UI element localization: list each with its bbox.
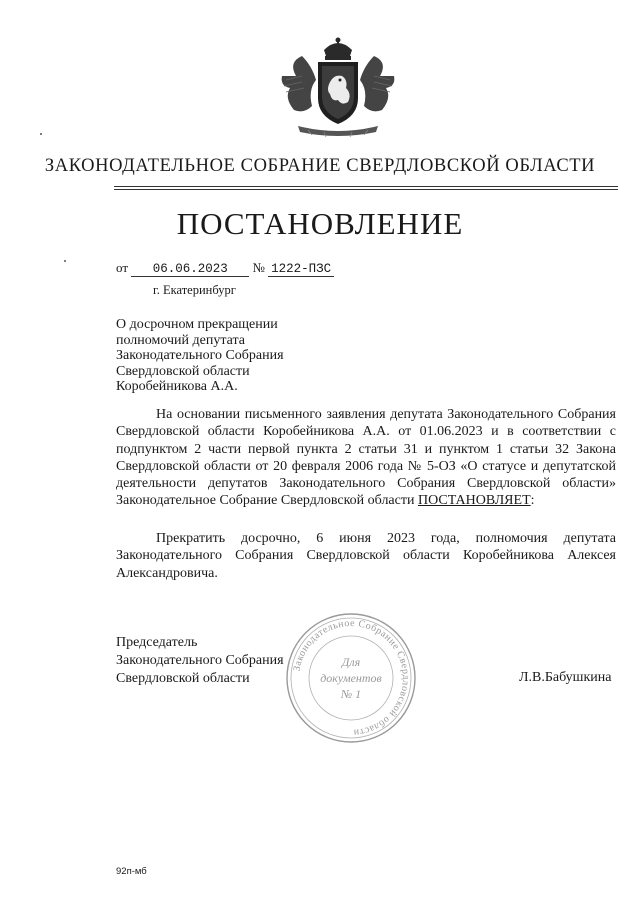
scan-speck: [40, 133, 42, 135]
decree-word: ПОСТАНОВЛЯЕТ: [417, 493, 531, 509]
body-paragraph-basis: [116, 406, 616, 510]
signatory-name: Л.В.Бабушкина: [519, 670, 612, 685]
decree-colon: :: [530, 493, 535, 509]
title-divider: [114, 189, 618, 190]
document-date: 06.06.2023: [131, 262, 249, 277]
subject-line: О досрочном прекращении: [116, 317, 278, 332]
organization-title: ЗАКОНОДАТЕЛЬНОЕ СОБРАНИЕ СВЕРДЛОВСКОЙ ОБЛАСТИ: [44, 156, 596, 176]
signatory-position-line: Законодательного Собрания: [116, 653, 284, 668]
document-type-heading: ПОСТАНОВЛЕНИЕ: [176, 206, 464, 241]
subject-line: Коробейникова А.А.: [116, 379, 238, 395]
stamp-center-line: № 1: [340, 687, 362, 701]
stamp-center-line: Для: [341, 655, 361, 669]
document-number: 1222-ПЗС: [268, 262, 334, 277]
stamp-ring-text: Законодательное Собрание Свердловской области: [291, 617, 412, 739]
resolution-text: Прекратить досрочно, 6 июня 2023 года, полномочия депутата Законодательного Собрания Свердловской области Коробейникова Алексея Александровича.: [116, 531, 616, 581]
date-prefix: от: [116, 260, 129, 275]
basis-text: На основании письменного заявления депутата Законодательного Собрания Свердловской области Коробейникова А.А. от 01.06.2023 и в соответствии с подпунктом 2 части первой пункта 2 статьи 31 и пунктом 1 статьи 32 Закона Свердловской области от 20 февраля 2006 года № 5-ОЗ «О статусе и депутатской деятельности депутатов Законодательного Собрания Свердловской области» Законодательное Собрание Свердловской области: [116, 407, 616, 509]
document-subject: [116, 317, 284, 395]
title-divider: [114, 186, 618, 187]
signatory-position-line: Председатель: [116, 635, 198, 650]
scan-speck: [64, 260, 66, 262]
body-paragraph-resolution: [116, 530, 616, 582]
document-meta-line: [116, 260, 334, 277]
stamp-center-line: документов: [320, 671, 382, 685]
signatory-position: [116, 634, 284, 688]
coat-of-arms-icon: [268, 36, 408, 140]
subject-line: Законодательного Собрания: [116, 348, 284, 364]
subject-line: Свердловской области: [116, 363, 250, 379]
signatory-position-line: Свердловской области: [116, 671, 250, 686]
number-prefix: №: [252, 260, 265, 275]
subject-line: полномочий депутата: [116, 332, 246, 348]
official-stamp: [283, 610, 419, 746]
document-city: г. Екатеринбург: [153, 283, 236, 297]
footer-code: 92п-мб: [116, 866, 147, 877]
